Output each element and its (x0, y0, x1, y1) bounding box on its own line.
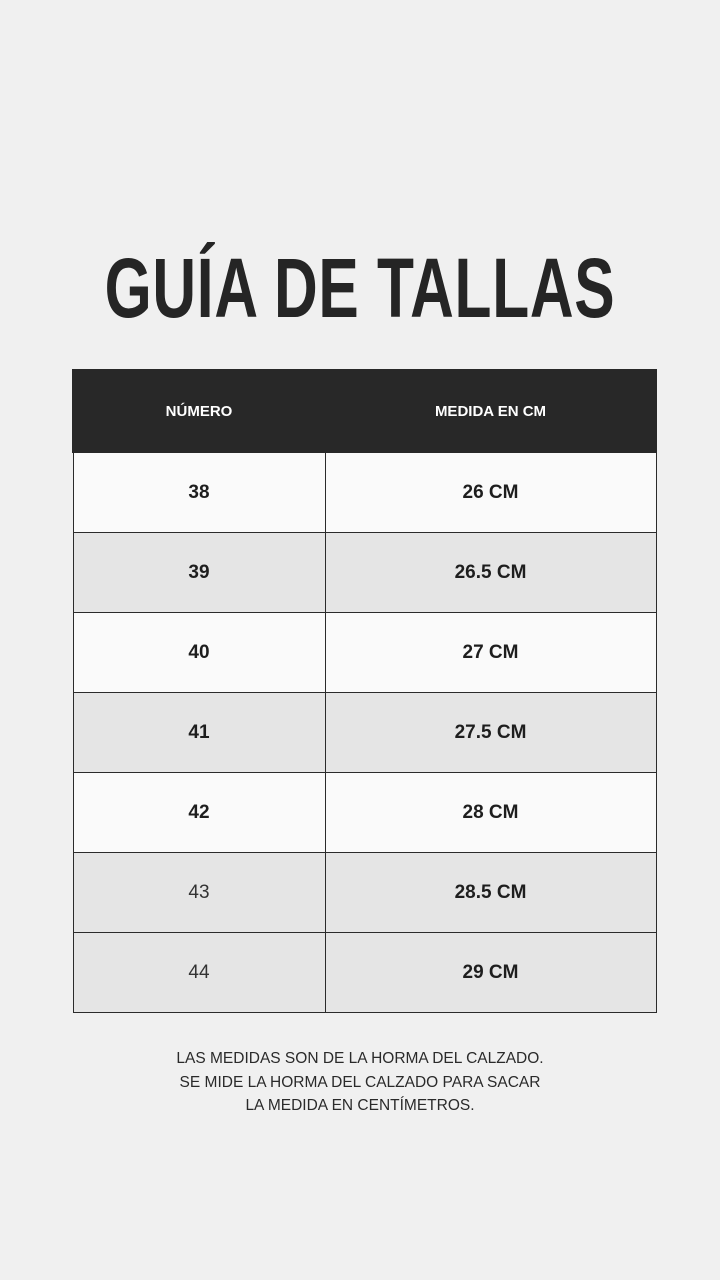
cell-numero: 38 (73, 452, 325, 533)
table-row (73, 853, 656, 933)
column-header-numero: NÚMERO (73, 370, 325, 452)
cell-numero: 39 (73, 533, 325, 613)
cell-medida: 26.5 CM (325, 533, 656, 613)
note-line: SE MIDE LA HORMA DEL CALZADO PARA SACAR (179, 1073, 541, 1091)
table-row (73, 452, 656, 533)
table-row (73, 613, 656, 693)
table-header-row (73, 370, 656, 452)
table-row (73, 693, 656, 773)
measurement-note (0, 1047, 720, 1118)
table-row (73, 533, 656, 613)
cell-numero: 40 (73, 613, 325, 693)
cell-numero: 43 (73, 853, 325, 933)
cell-medida: 27.5 CM (325, 693, 656, 773)
cell-numero: 41 (73, 693, 325, 773)
cell-medida: 28 CM (325, 773, 656, 853)
note-line: LAS MEDIDAS SON DE LA HORMA DEL CALZADO. (176, 1050, 544, 1067)
column-header-medida: MEDIDA EN CM (325, 370, 656, 452)
table-row (73, 773, 656, 853)
cell-medida: 29 CM (325, 933, 656, 1013)
table-row (73, 933, 656, 1013)
cell-numero: 42 (73, 773, 325, 853)
page-title: GUÍA DE TALLAS (104, 241, 616, 336)
cell-medida: 27 CM (325, 613, 656, 693)
note-line: LA MEDIDA EN CENTÍMETROS. (245, 1097, 475, 1114)
cell-numero: 44 (73, 933, 325, 1013)
cell-medida: 26 CM (325, 452, 656, 533)
cell-medida: 28.5 CM (325, 853, 656, 933)
size-table (72, 369, 657, 1013)
